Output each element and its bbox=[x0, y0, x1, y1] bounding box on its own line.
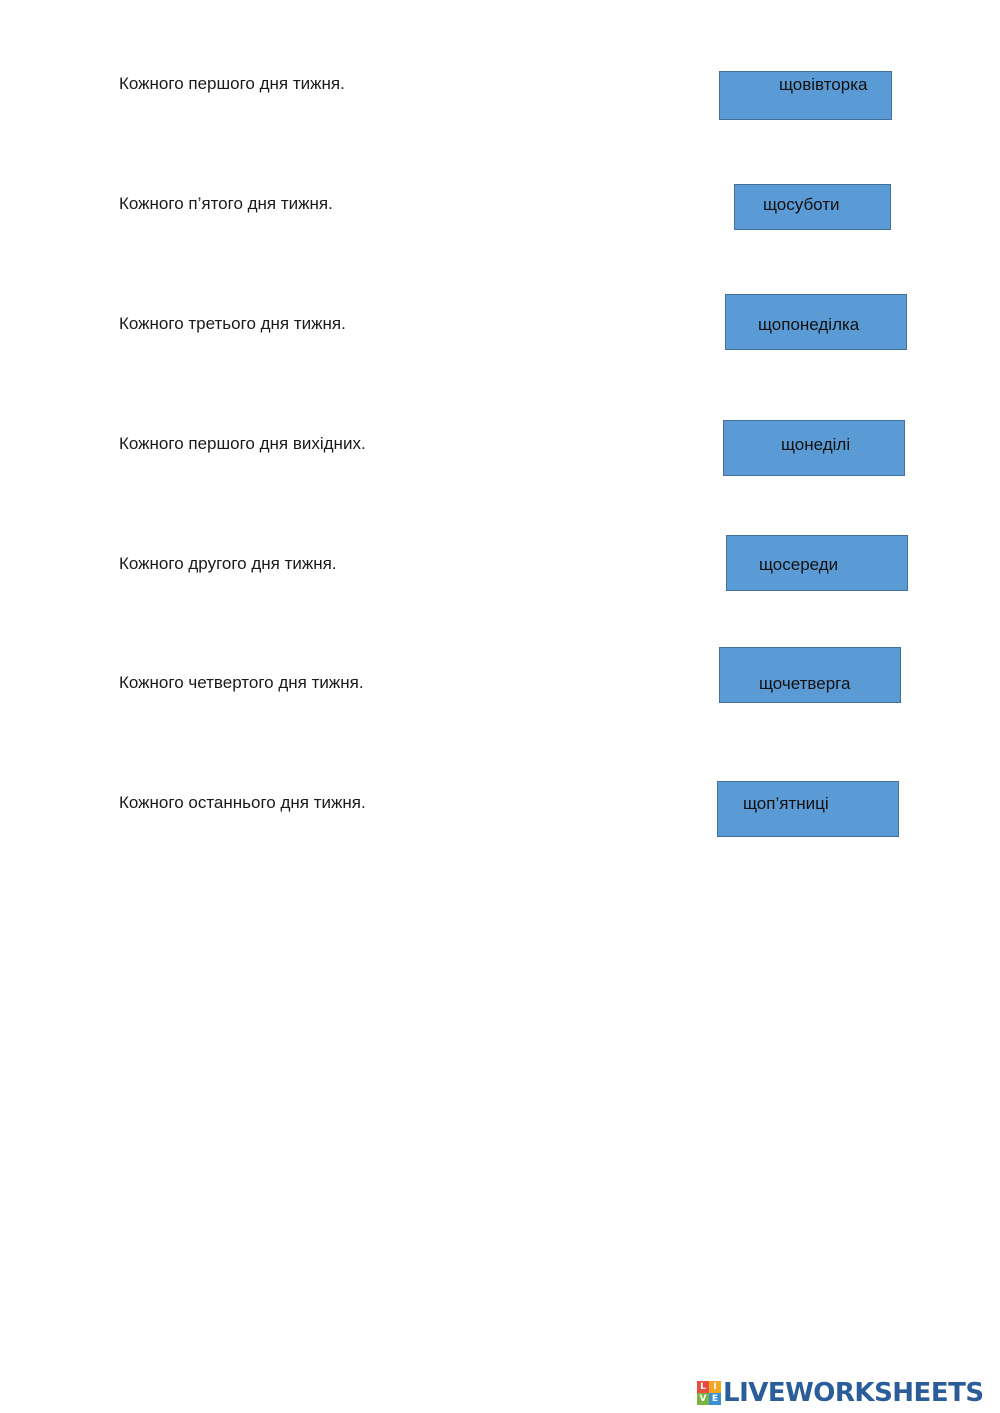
answer-box[interactable] bbox=[717, 781, 899, 837]
prompt-text: Кожного другого дня тижня. bbox=[119, 554, 337, 573]
answer-label: щоп’ятниці bbox=[743, 794, 829, 813]
answer-box[interactable] bbox=[719, 71, 892, 120]
prompt-text: Кожного третього дня тижня. bbox=[119, 314, 346, 333]
answer-box[interactable] bbox=[734, 184, 891, 230]
logo-icon-letter: E bbox=[709, 1393, 721, 1405]
answer-box[interactable] bbox=[723, 420, 905, 476]
prompt-text: Кожного останнього дня тижня. bbox=[119, 793, 366, 812]
logo-icon-letter: I bbox=[709, 1381, 721, 1393]
answer-box[interactable] bbox=[725, 294, 907, 350]
prompt-text: Кожного першого дня тижня. bbox=[119, 74, 345, 93]
logo-icon-letter: V bbox=[697, 1393, 709, 1405]
answer-label: щосуботи bbox=[763, 195, 840, 214]
logo-text: LIVEWORKSHEETS bbox=[723, 1378, 984, 1408]
prompt-text: Кожного п’ятого дня тижня. bbox=[119, 194, 333, 213]
prompt-text: Кожного четвертого дня тижня. bbox=[119, 673, 364, 692]
answer-label: щочетверга bbox=[759, 674, 851, 693]
logo-icon bbox=[697, 1381, 721, 1405]
prompt-text: Кожного першого дня вихідних. bbox=[119, 434, 366, 453]
answer-box[interactable] bbox=[726, 535, 908, 591]
answer-box[interactable] bbox=[719, 647, 901, 703]
logo-icon-letter: L bbox=[697, 1381, 709, 1393]
answer-label: щовівторка bbox=[779, 75, 868, 94]
answer-label: щосереди bbox=[759, 555, 839, 574]
liveworksheets-logo bbox=[697, 1378, 984, 1408]
answer-label: щонеділі bbox=[781, 435, 851, 454]
answer-label: щопонеділка bbox=[758, 315, 860, 334]
